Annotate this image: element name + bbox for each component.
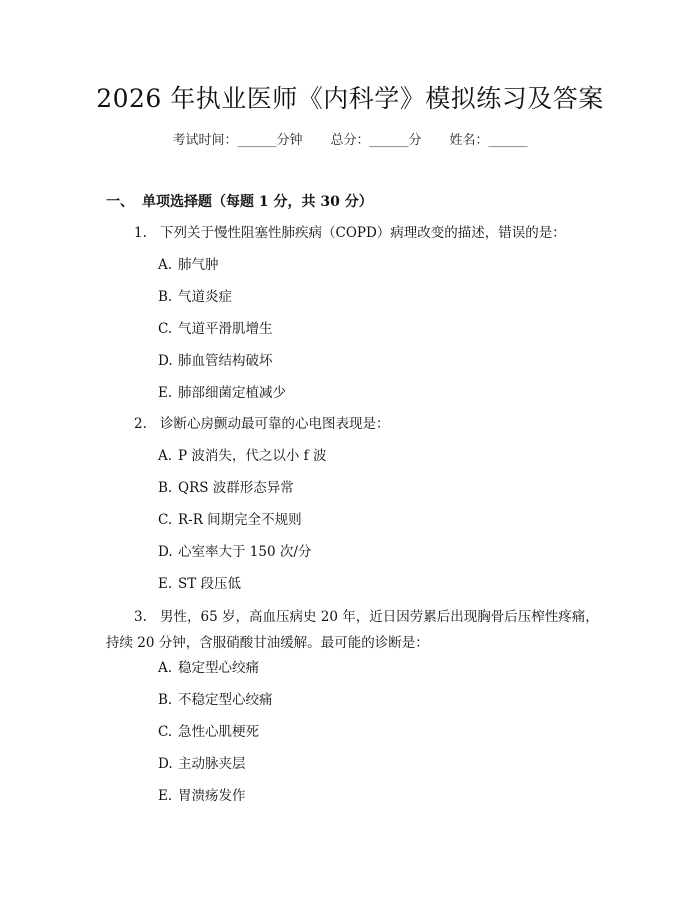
question-2-option-a: [158, 446, 326, 466]
exam-meta: [0, 131, 700, 151]
question-number: 2.: [134, 416, 147, 432]
question-1-option-a: [158, 255, 219, 275]
section-heading: [106, 192, 373, 212]
page-title: 2026 年执业医师《内科学》模拟练习及答案: [96, 84, 604, 113]
option-letter: B.: [158, 480, 173, 496]
option-text: 稳定型心绞痛: [178, 660, 259, 676]
option-text: 心室率大于 150 次/分: [178, 544, 312, 560]
option-text: 肺部细菌定植减少: [178, 385, 286, 401]
option-text: 肺血管结构破坏: [178, 353, 273, 369]
section-title: 单项选择题（每题 1 分，共 30 分）: [142, 194, 373, 210]
question-text: 下列关于慢性阻塞性肺疾病（COPD）病理改变的描述，错误的是：: [160, 225, 566, 241]
option-text: P 波消失，代之以小 f 波: [178, 448, 327, 464]
option-letter: D.: [158, 756, 173, 772]
option-text: 急性心肌梗死: [178, 724, 259, 740]
question-number: 1.: [134, 225, 147, 241]
option-letter: E.: [158, 385, 173, 401]
question-2-option-d: [158, 542, 311, 562]
question-number: 3.: [134, 609, 147, 625]
option-letter: D.: [158, 544, 173, 560]
option-text: QRS 波群形态异常: [178, 480, 294, 496]
question-1-option-b: [158, 287, 232, 307]
name-field: 姓名：______: [449, 133, 528, 148]
option-text: 气道炎症: [178, 289, 232, 305]
question-3-option-b: [158, 690, 273, 710]
option-letter: E.: [158, 788, 173, 804]
option-letter: E.: [158, 576, 173, 592]
question-text: 男性，65 岁，高血压病史 20 年，近日因劳累后出现胸骨后压榨性疼痛，: [160, 609, 599, 625]
section-number: 一、: [106, 194, 134, 210]
question-2-option-b: [158, 478, 294, 498]
option-letter: A.: [158, 660, 173, 676]
option-letter: A.: [158, 257, 173, 273]
question-text: 诊断心房颤动最可靠的心电图表现是：: [160, 416, 390, 432]
question-2-stem: [134, 413, 604, 435]
option-letter: C.: [158, 321, 173, 337]
question-3-option-e: [158, 786, 246, 806]
option-text: 肺气肿: [178, 257, 219, 273]
question-1-option-e: [158, 383, 286, 403]
question-2-option-c: [158, 510, 302, 530]
option-letter: D.: [158, 353, 173, 369]
exam-time-field: 考试时间：______分钟: [172, 133, 303, 148]
question-3-option-c: [158, 722, 259, 742]
option-letter: B.: [158, 289, 173, 305]
question-1-option-c: [158, 319, 273, 339]
option-text: ST 段压低: [178, 576, 242, 592]
option-text: 气道平滑肌增生: [178, 321, 273, 337]
option-text: 主动脉夹层: [178, 756, 246, 772]
question-3-line-1: [106, 604, 600, 630]
option-letter: A.: [158, 448, 173, 464]
total-score-field: 总分：______分: [330, 133, 422, 148]
option-text: R-R 间期完全不规则: [178, 512, 302, 528]
option-letter: B.: [158, 692, 173, 708]
option-text: 胃溃疡发作: [178, 788, 246, 804]
question-2-option-e: [158, 574, 241, 594]
question-1-stem: [134, 222, 604, 244]
option-text: 不稳定型心绞痛: [178, 692, 273, 708]
question-1-option-d: [158, 351, 273, 371]
option-letter: C.: [158, 512, 173, 528]
question-3-option-a: [158, 658, 259, 678]
question-3-line-2: 持续 20 分钟，含服硝酸甘油缓解。最可能的诊断是：: [106, 635, 429, 651]
option-letter: C.: [158, 724, 173, 740]
question-3-stem: [106, 604, 600, 656]
question-3-option-d: [158, 754, 246, 774]
